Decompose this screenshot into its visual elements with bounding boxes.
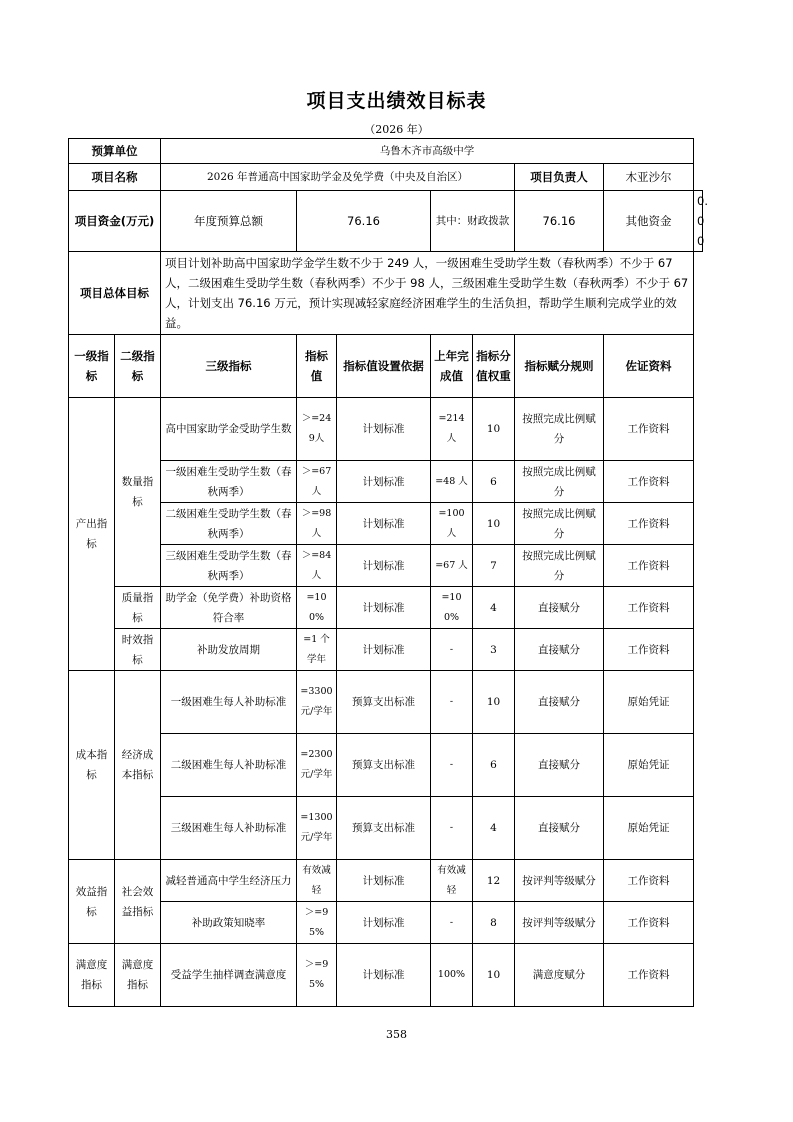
column-header-row bbox=[69, 335, 703, 398]
indicator-evidence: 原始凭证 bbox=[604, 671, 694, 734]
project-name-row bbox=[69, 164, 703, 191]
indicator-weight: 10 bbox=[473, 398, 515, 461]
indicator-evidence: 工作资料 bbox=[604, 398, 694, 461]
table-row bbox=[69, 629, 703, 671]
col-value: 指标值 bbox=[297, 335, 337, 398]
indicator-value: =2300元/学年 bbox=[297, 734, 337, 797]
group-cost: 成本指标 bbox=[69, 671, 115, 860]
indicator-name: 二级困难生每人补助标准 bbox=[161, 734, 297, 797]
indicator-rule: 直接赋分 bbox=[515, 587, 604, 629]
indicator-basis: 计划标准 bbox=[337, 902, 431, 944]
indicator-value: ＞=95% bbox=[297, 902, 337, 944]
indicator-rule: 按照完成比例赋分 bbox=[515, 503, 604, 545]
indicator-name: 补助政策知晓率 bbox=[161, 902, 297, 944]
table-row bbox=[69, 461, 703, 503]
indicator-weight: 10 bbox=[473, 944, 515, 1007]
indicator-basis: 计划标准 bbox=[337, 398, 431, 461]
col-weight: 指标分值权重 bbox=[473, 335, 515, 398]
indicator-evidence: 工作资料 bbox=[604, 629, 694, 671]
indicator-last-year: - bbox=[431, 671, 473, 734]
indicator-rule: 直接赋分 bbox=[515, 797, 604, 860]
goal-label: 项目总体目标 bbox=[69, 252, 161, 335]
indicator-basis: 预算支出标准 bbox=[337, 671, 431, 734]
budget-unit-value: 乌鲁木齐市高级中学 bbox=[161, 139, 694, 164]
indicator-rule: 满意度赋分 bbox=[515, 944, 604, 1007]
indicator-last-year: =100% bbox=[431, 587, 473, 629]
indicator-last-year: =67 人 bbox=[431, 545, 473, 587]
budget-unit-row bbox=[69, 139, 703, 164]
indicator-evidence: 工作资料 bbox=[604, 545, 694, 587]
indicator-value: =3300元/学年 bbox=[297, 671, 337, 734]
fiscal-label: 其中：财政拨款 bbox=[431, 191, 515, 252]
project-lead-label: 项目负责人 bbox=[515, 164, 604, 191]
indicator-last-year: - bbox=[431, 734, 473, 797]
indicator-basis: 预算支出标准 bbox=[337, 797, 431, 860]
budget-unit-label: 预算单位 bbox=[69, 139, 161, 164]
indicator-basis: 计划标准 bbox=[337, 545, 431, 587]
indicator-rule: 直接赋分 bbox=[515, 671, 604, 734]
indicator-rule: 按照完成比例赋分 bbox=[515, 461, 604, 503]
indicator-weight: 3 bbox=[473, 629, 515, 671]
indicator-rule: 按评判等级赋分 bbox=[515, 902, 604, 944]
col-level3: 三级指标 bbox=[161, 335, 297, 398]
project-name-value: 2026 年普通高中国家助学金及免学费（中央及自治区） bbox=[161, 164, 515, 191]
indicator-last-year: - bbox=[431, 629, 473, 671]
table-row bbox=[69, 734, 703, 797]
indicator-name: 二级困难生受助学生数（春秋两季） bbox=[161, 503, 297, 545]
annual-budget-value: 76.16 bbox=[297, 191, 431, 252]
subgroup-satisfaction: 满意度指标 bbox=[115, 944, 161, 1007]
indicator-basis: 计划标准 bbox=[337, 461, 431, 503]
indicator-value: 有效减轻 bbox=[297, 860, 337, 902]
indicator-rule: 直接赋分 bbox=[515, 734, 604, 797]
annual-budget-label: 年度预算总额 bbox=[161, 191, 297, 252]
subgroup-quality: 质量指标 bbox=[115, 587, 161, 629]
col-rule: 指标赋分规则 bbox=[515, 335, 604, 398]
indicator-weight: 8 bbox=[473, 902, 515, 944]
table-row bbox=[69, 503, 703, 545]
indicator-rule: 按照完成比例赋分 bbox=[515, 545, 604, 587]
page-number: 358 bbox=[386, 1028, 407, 1041]
other-funds-value: 0.00 bbox=[694, 191, 703, 252]
indicator-value: =1300元/学年 bbox=[297, 797, 337, 860]
table-row bbox=[69, 398, 703, 461]
indicator-weight: 10 bbox=[473, 503, 515, 545]
subgroup-social-benefit: 社会效益指标 bbox=[115, 860, 161, 944]
table-row bbox=[69, 671, 703, 734]
indicator-value: =100% bbox=[297, 587, 337, 629]
year-label: （2026 年） bbox=[364, 123, 429, 136]
project-lead-value: 木亚沙尔 bbox=[604, 164, 694, 191]
table-row bbox=[69, 587, 703, 629]
subgroup-economic-cost: 经济成本指标 bbox=[115, 671, 161, 860]
indicator-weight: 6 bbox=[473, 461, 515, 503]
indicator-last-year: =48 人 bbox=[431, 461, 473, 503]
indicator-last-year: - bbox=[431, 797, 473, 860]
indicator-rule: 直接赋分 bbox=[515, 629, 604, 671]
indicator-weight: 4 bbox=[473, 797, 515, 860]
indicator-value: ＞=95% bbox=[297, 944, 337, 1007]
indicator-value: =1 个学年 bbox=[297, 629, 337, 671]
performance-table bbox=[68, 138, 708, 1007]
indicator-weight: 12 bbox=[473, 860, 515, 902]
funding-row bbox=[69, 191, 703, 252]
goal-text: 项目计划补助高中国家助学金学生数不少于 249 人，一级困难生受助学生数（春秋两季）不少于 67 人，二级困难生受助学生数（春秋两季）不少于 98 人，三级困难生受助学生数（春秋两季）不少于 67 人，计划支出 76.16 万元，预计实现减轻家庭经济困难学生的生活负担，帮助学生顺利完成学业的效益。 bbox=[161, 252, 694, 335]
col-evidence: 佐证资料 bbox=[604, 335, 694, 398]
subgroup-timeliness: 时效指标 bbox=[115, 629, 161, 671]
goal-row bbox=[69, 252, 703, 335]
funding-label: 项目资金(万元) bbox=[69, 191, 161, 252]
indicator-last-year: =100人 bbox=[431, 503, 473, 545]
group-benefit: 效益指标 bbox=[69, 860, 115, 944]
indicator-basis: 计划标准 bbox=[337, 503, 431, 545]
indicator-basis: 计划标准 bbox=[337, 587, 431, 629]
indicator-weight: 4 bbox=[473, 587, 515, 629]
table-row bbox=[69, 860, 703, 902]
indicator-weight: 6 bbox=[473, 734, 515, 797]
indicator-name: 受益学生抽样调查满意度 bbox=[161, 944, 297, 1007]
table-row bbox=[69, 902, 703, 944]
indicator-name: 减轻普通高中学生经济压力 bbox=[161, 860, 297, 902]
project-name-label: 项目名称 bbox=[69, 164, 161, 191]
indicator-basis: 计划标准 bbox=[337, 629, 431, 671]
indicator-value: ＞=98人 bbox=[297, 503, 337, 545]
indicator-weight: 7 bbox=[473, 545, 515, 587]
page-title: 项目支出绩效目标表 bbox=[306, 90, 487, 112]
indicator-basis: 计划标准 bbox=[337, 944, 431, 1007]
indicator-evidence: 原始凭证 bbox=[604, 797, 694, 860]
indicator-evidence: 工作资料 bbox=[604, 944, 694, 1007]
subgroup-quantity: 数量指标 bbox=[115, 398, 161, 587]
table-row bbox=[69, 944, 703, 1007]
indicator-name: 一级困难生每人补助标准 bbox=[161, 671, 297, 734]
col-basis: 指标值设置依据 bbox=[337, 335, 431, 398]
indicator-evidence: 工作资料 bbox=[604, 503, 694, 545]
indicator-rule: 按照完成比例赋分 bbox=[515, 398, 604, 461]
indicator-name: 三级困难生每人补助标准 bbox=[161, 797, 297, 860]
col-level1: 一级指标 bbox=[69, 335, 115, 398]
col-last-year: 上年完成值 bbox=[431, 335, 473, 398]
other-funds-label: 其他资金 bbox=[604, 191, 694, 252]
indicator-value: ＞=249人 bbox=[297, 398, 337, 461]
indicator-evidence: 工作资料 bbox=[604, 860, 694, 902]
group-satisfaction: 满意度指标 bbox=[69, 944, 115, 1007]
indicator-basis: 预算支出标准 bbox=[337, 734, 431, 797]
indicator-value: ＞=67人 bbox=[297, 461, 337, 503]
indicator-evidence: 原始凭证 bbox=[604, 734, 694, 797]
fiscal-value: 76.16 bbox=[515, 191, 604, 252]
indicator-basis: 计划标准 bbox=[337, 860, 431, 902]
indicator-weight: 10 bbox=[473, 671, 515, 734]
group-output: 产出指标 bbox=[69, 398, 115, 671]
indicator-name: 助学金（免学费）补助资格符合率 bbox=[161, 587, 297, 629]
indicator-evidence: 工作资料 bbox=[604, 461, 694, 503]
indicator-name: 高中国家助学金受助学生数 bbox=[161, 398, 297, 461]
indicator-evidence: 工作资料 bbox=[604, 902, 694, 944]
table-row bbox=[69, 545, 703, 587]
table-row bbox=[69, 797, 703, 860]
indicator-last-year: 有效减轻 bbox=[431, 860, 473, 902]
indicator-last-year: - bbox=[431, 902, 473, 944]
indicator-last-year: =214人 bbox=[431, 398, 473, 461]
indicator-last-year: 100% bbox=[431, 944, 473, 1007]
indicator-value: ＞=84人 bbox=[297, 545, 337, 587]
indicator-name: 补助发放周期 bbox=[161, 629, 297, 671]
indicator-name: 一级困难生受助学生数（春秋两季） bbox=[161, 461, 297, 503]
col-level2: 二级指标 bbox=[115, 335, 161, 398]
indicator-name: 三级困难生受助学生数（春秋两季） bbox=[161, 545, 297, 587]
indicator-rule: 按评判等级赋分 bbox=[515, 860, 604, 902]
indicator-evidence: 工作资料 bbox=[604, 587, 694, 629]
